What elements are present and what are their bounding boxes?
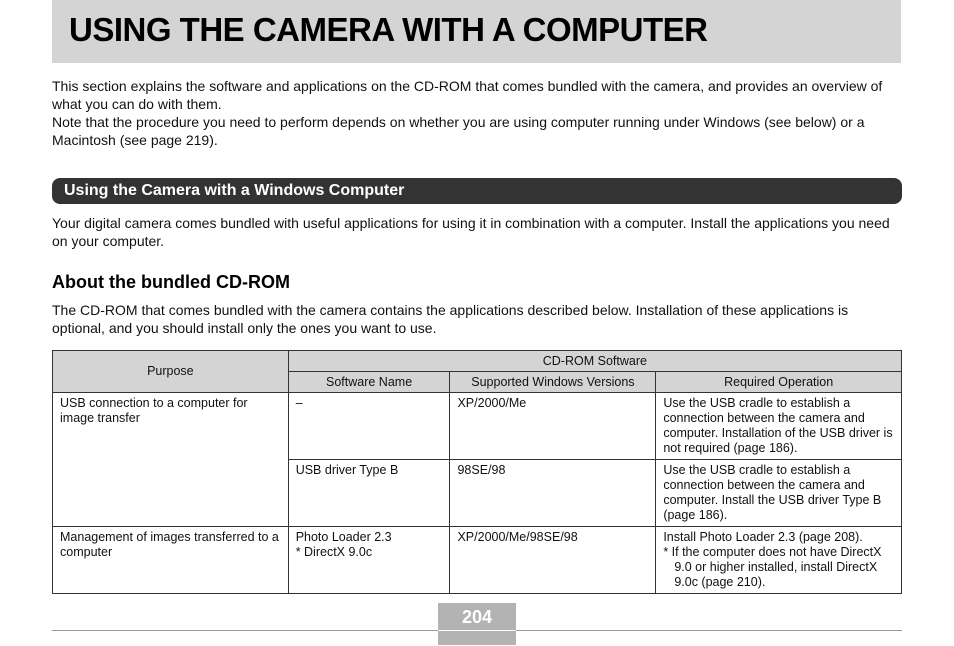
operation-cell (656, 527, 902, 594)
versions-cell: XP/2000/Me (450, 393, 656, 460)
header-purpose: Purpose (53, 351, 289, 393)
section-paragraph: Your digital camera comes bundled with useful applications for using it in combination with a computer. Install the applications you need on your computer. (52, 215, 890, 249)
table-header-row (53, 351, 902, 372)
table-row (53, 393, 902, 460)
page-number-divider (438, 630, 516, 631)
subsection-heading: About the bundled CD-ROM (52, 272, 290, 292)
operation-cell: Use the USB cradle to establish a connection between the camera and computer. Installation of the USB driver is not required (page 186). (656, 393, 902, 460)
intro-paragraph-1: This section explains the software and applications on the CD-ROM that comes bundled with the camera, and provides an overview of what you can do with them. (52, 78, 883, 112)
versions-cell: XP/2000/Me/98SE/98 (450, 527, 656, 594)
title-banner (52, 0, 901, 63)
page-number-box (438, 603, 516, 645)
header-required-operation: Required Operation (656, 372, 902, 393)
operation-cell: Use the USB cradle to establish a connection between the camera and computer. Install the USB driver Type B (page 186). (656, 460, 902, 527)
page-number: 204 (461, 607, 493, 627)
header-cd-rom-software: CD-ROM Software (288, 351, 901, 372)
software-name-note: * DirectX 9.0c (295, 545, 373, 559)
header-software-name: Software Name (288, 372, 450, 393)
software-name-cell: – (288, 393, 450, 460)
purpose-cell: Management of images transferred to a computer (53, 527, 289, 594)
purpose-cell: USB connection to a computer for image transfer (53, 393, 289, 527)
subsection-paragraph: The CD-ROM that comes bundled with the camera contains the applications described below. Installation of these applications is optional, and you should install only the ones you want to use. (52, 302, 849, 336)
page-title: USING THE CAMERA WITH A COMPUTER (69, 11, 708, 48)
software-name: Photo Loader 2.3 (295, 530, 392, 544)
intro-paragraph-2: Note that the procedure you need to perform depends on whether you are using computer running under Windows (see below) or a Macintosh (see page 219). (52, 114, 865, 148)
software-name-cell: USB driver Type B (288, 460, 450, 527)
section-heading-bar (52, 178, 902, 204)
software-name-cell (288, 527, 450, 594)
cd-rom-software-table (52, 350, 902, 594)
table-row (53, 527, 902, 594)
versions-cell: 98SE/98 (450, 460, 656, 527)
operation-note: * If the computer does not have DirectX 9.0 or higher installed, install DirectX 9.0c (page 210). (663, 545, 882, 589)
operation-text: Install Photo Loader 2.3 (page 208). (663, 530, 863, 544)
header-supported-versions: Supported Windows Versions (450, 372, 656, 393)
section-heading: Using the Camera with a Windows Computer (64, 182, 405, 199)
